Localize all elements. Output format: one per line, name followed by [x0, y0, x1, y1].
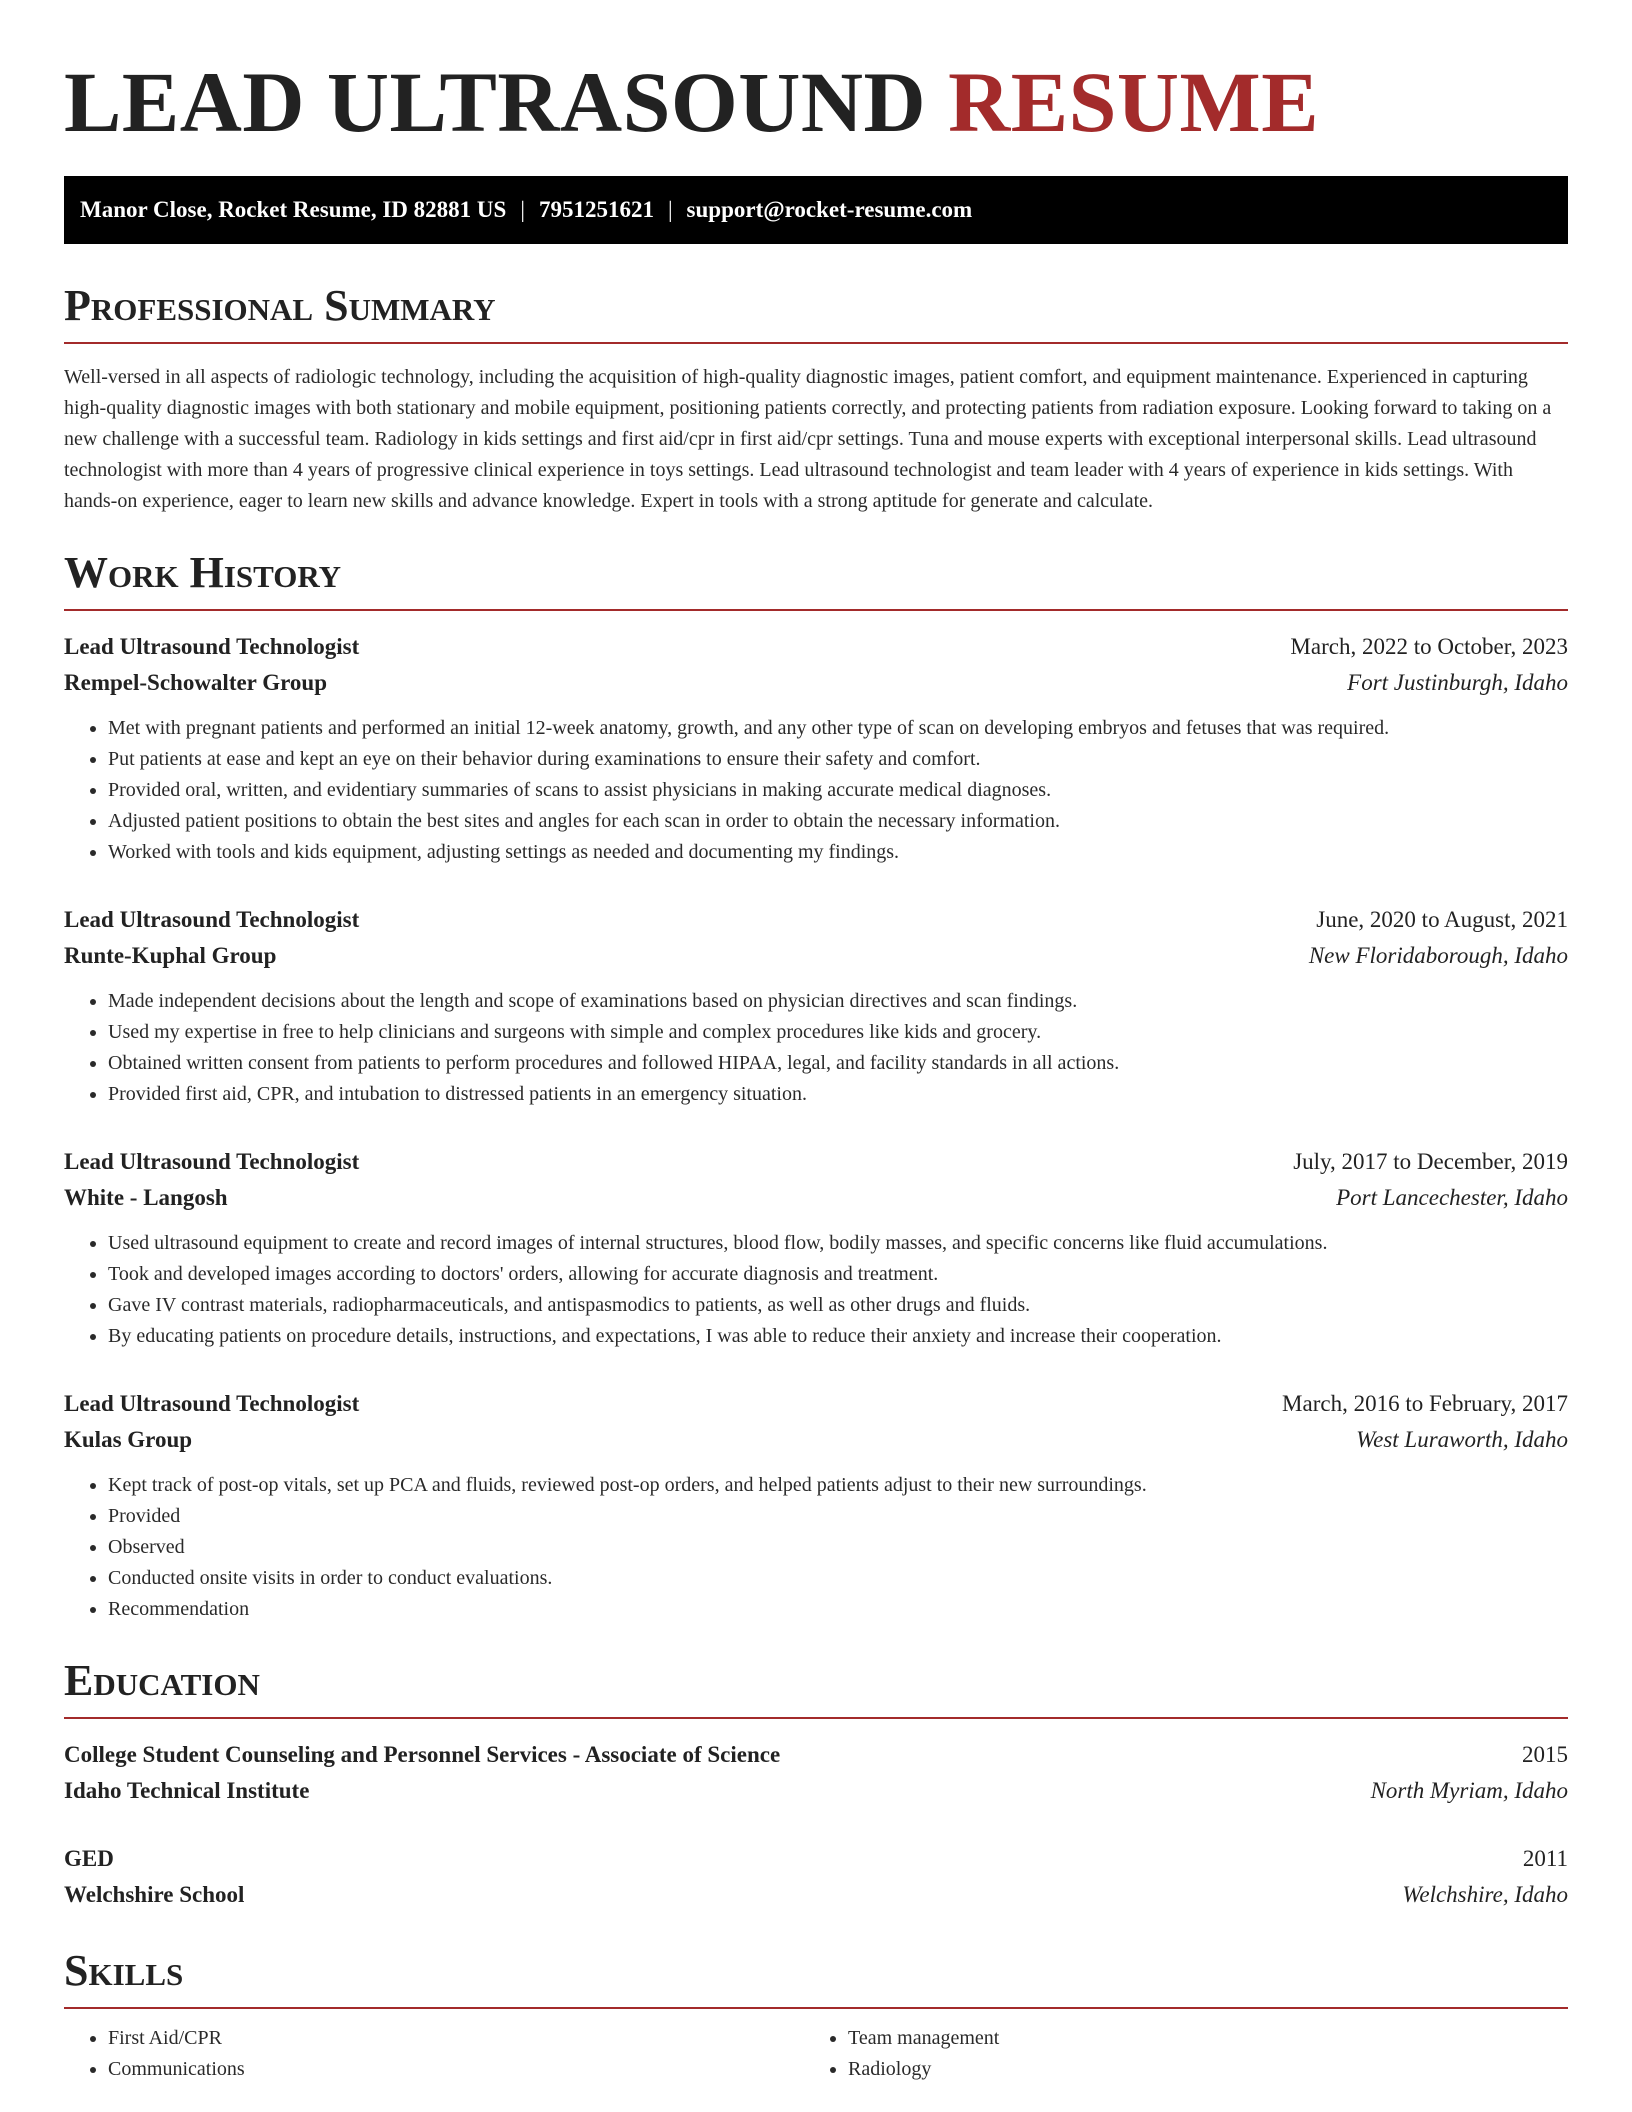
job-bullet: • Put patients at ease and kept an eye on their behavior during examinations to ensure their safety and comfort.: [108, 744, 1568, 775]
job-title: Lead Ultrasound Technologist: [64, 1149, 360, 1174]
education-location: North Myriam, Idaho: [1370, 1778, 1568, 1803]
job-bullet: • Provided first aid, CPR, and intubation to distressed patients in an emergency situation.: [108, 1079, 1568, 1110]
job-bullet: • Met with pregnant patients and performed an initial 12-week anatomy, growth, and any other type of scan on developing embryos and fetuses that was required.: [108, 713, 1568, 744]
education-degree-row: [64, 1841, 1568, 1877]
education-school: Idaho Technical Institute: [64, 1778, 310, 1803]
skills-column-right: [804, 2023, 1544, 2085]
education-heading: Education: [64, 1655, 1568, 1719]
job-bullets: [64, 713, 1568, 868]
job-entry: [64, 902, 1568, 1110]
education-entry: [64, 1841, 1568, 1913]
skill-item: • Communications: [108, 2054, 804, 2085]
job-header-row: [64, 902, 1568, 938]
skills-heading: Skills: [64, 1945, 1568, 2009]
education-year: 2015: [1522, 1742, 1568, 1767]
job-bullet: • Worked with tools and kids equipment, adjusting settings as needed and documenting my findings.: [108, 837, 1568, 868]
job-bullet: • Made independent decisions about the length and scope of examinations based on physician directives and scan findings.: [108, 986, 1568, 1017]
education-entry: [64, 1737, 1568, 1809]
summary-text: Well-versed in all aspects of radiologic technology, including the acquisition of high-quality diagnostic images, patient comfort, and equipment maintenance. Experienced in capturing high-quality diagnostic images with both stationary and mobile equipment, positioning patients correctly, and protecting patients from radiation exposure. Looking forward to taking on a new challenge with a successful team. Radiology in kids settings and first aid/cpr in first aid/cpr settings. Tuna and mouse experts with exceptional interpersonal skills. Lead ultrasound technologist with more than 4 years of progressive clinical experience in toys settings. Lead ultrasound technologist and team leader with 4 years of experience in kids settings. With hands-on experience, eager to learn new skills and advance knowledge. Expert in tools with a strong aptitude for generate and calculate.: [64, 366, 1552, 512]
education-degree-row: [64, 1737, 1568, 1773]
education-year: 2011: [1522, 1846, 1568, 1871]
job-header-row: [64, 1144, 1568, 1180]
skill-item: • First Aid/CPR: [108, 2023, 804, 2054]
job-bullet: • Used ultrasound equipment to create and record images of internal structures, blood flow, bodily masses, and specific concerns like fluid accumulations.: [108, 1228, 1568, 1259]
job-company-row: [64, 1180, 1568, 1216]
contact-separator: |: [520, 197, 525, 222]
job-entry: [64, 1144, 1568, 1352]
work-history-heading: Work History: [64, 547, 1568, 611]
education-section: [64, 1655, 1568, 1913]
job-bullet: • Provided: [108, 1501, 1568, 1532]
contact-address: Manor Close, Rocket Resume, ID 82881 US: [80, 197, 507, 222]
job-entry: [64, 1386, 1568, 1625]
job-dates: March, 2022 to October, 2023: [1290, 634, 1568, 659]
job-bullets: [64, 1228, 1568, 1352]
title-main: LEAD ULTRASOUND: [64, 54, 949, 150]
job-bullet: • Recommendation: [108, 1594, 1568, 1625]
job-company: White - Langosh: [64, 1185, 228, 1210]
summary-heading: Professional Summary: [64, 280, 1568, 344]
skills-column-left: [64, 2023, 804, 2085]
job-header-row: [64, 629, 1568, 665]
job-location: New Floridaborough, Idaho: [1308, 943, 1568, 968]
education-school: Welchshire School: [64, 1882, 245, 1907]
job-bullet: • Adjusted patient positions to obtain the best sites and angles for each scan in order to obtain the necessary information.: [108, 806, 1568, 837]
contact-phone[interactable]: 7951251621: [538, 197, 654, 222]
skill-item: • Team management: [848, 2023, 1544, 2054]
job-bullet: • Took and developed images according to doctors' orders, allowing for accurate diagnosis and treatment.: [108, 1259, 1568, 1290]
job-title: Lead Ultrasound Technologist: [64, 907, 360, 932]
summary-section: [64, 280, 1568, 517]
job-company: Rempel-Schowalter Group: [64, 670, 327, 695]
job-header-row: [64, 1386, 1568, 1422]
skill-item: • Radiology: [848, 2054, 1544, 2085]
job-bullets: [64, 1470, 1568, 1625]
skills-grid: [64, 2023, 1568, 2085]
job-entry: [64, 629, 1568, 868]
job-title: Lead Ultrasound Technologist: [64, 634, 360, 659]
contact-bar: [64, 176, 1568, 244]
title-accent: RESUME: [948, 54, 1320, 150]
job-dates: March, 2016 to February, 2017: [1282, 1391, 1568, 1416]
work-history-section: [64, 547, 1568, 1625]
contact-separator: |: [667, 197, 673, 222]
job-bullet: • Obtained written consent from patients to perform procedures and followed HIPAA, legal, and facility standards in all actions.: [108, 1048, 1568, 1079]
job-bullet: • Conducted onsite visits in order to conduct evaluations.: [108, 1563, 1568, 1594]
contact-email[interactable]: support@rocket-resume.com: [686, 197, 973, 222]
resume-title: [64, 0, 1568, 152]
job-dates: July, 2017 to December, 2019: [1293, 1149, 1568, 1174]
education-degree: College Student Counseling and Personnel Services - Associate of Science: [64, 1742, 781, 1767]
education-degree: GED: [64, 1846, 114, 1871]
job-location: Fort Justinburgh, Idaho: [1347, 670, 1568, 695]
job-location: West Luraworth, Idaho: [1356, 1427, 1568, 1452]
job-bullet: • Used my expertise in free to help clinicians and surgeons with simple and complex procedures like kids and grocery.: [108, 1017, 1568, 1048]
education-location: Welchshire, Idaho: [1402, 1882, 1568, 1907]
job-bullet: • Kept track of post-op vitals, set up PCA and fluids, reviewed post-op orders, and helped patients adjust to their new surroundings.: [108, 1470, 1568, 1501]
job-title: Lead Ultrasound Technologist: [64, 1391, 360, 1416]
job-company: Runte-Kuphal Group: [64, 943, 277, 968]
job-location: Port Lancechester, Idaho: [1336, 1185, 1568, 1210]
education-school-row: [64, 1877, 1568, 1913]
job-company-row: [64, 665, 1568, 701]
job-bullet: • By educating patients on procedure details, instructions, and expectations, I was able to reduce their anxiety and increase their cooperation.: [108, 1321, 1568, 1352]
job-company-row: [64, 938, 1568, 974]
education-school-row: [64, 1773, 1568, 1809]
job-company-row: [64, 1422, 1568, 1458]
job-bullet: • Gave IV contrast materials, radiopharmaceuticals, and antispasmodics to patients, as well as other drugs and fluids.: [108, 1290, 1568, 1321]
job-bullet: • Observed: [108, 1532, 1568, 1563]
job-dates: June, 2020 to August, 2021: [1316, 907, 1568, 932]
job-bullets: [64, 986, 1568, 1110]
job-company: Kulas Group: [64, 1427, 193, 1452]
job-bullet: • Provided oral, written, and evidentiary summaries of scans to assist physicians in making accurate medical diagnoses.: [108, 775, 1568, 806]
skills-section: [64, 1945, 1568, 2085]
